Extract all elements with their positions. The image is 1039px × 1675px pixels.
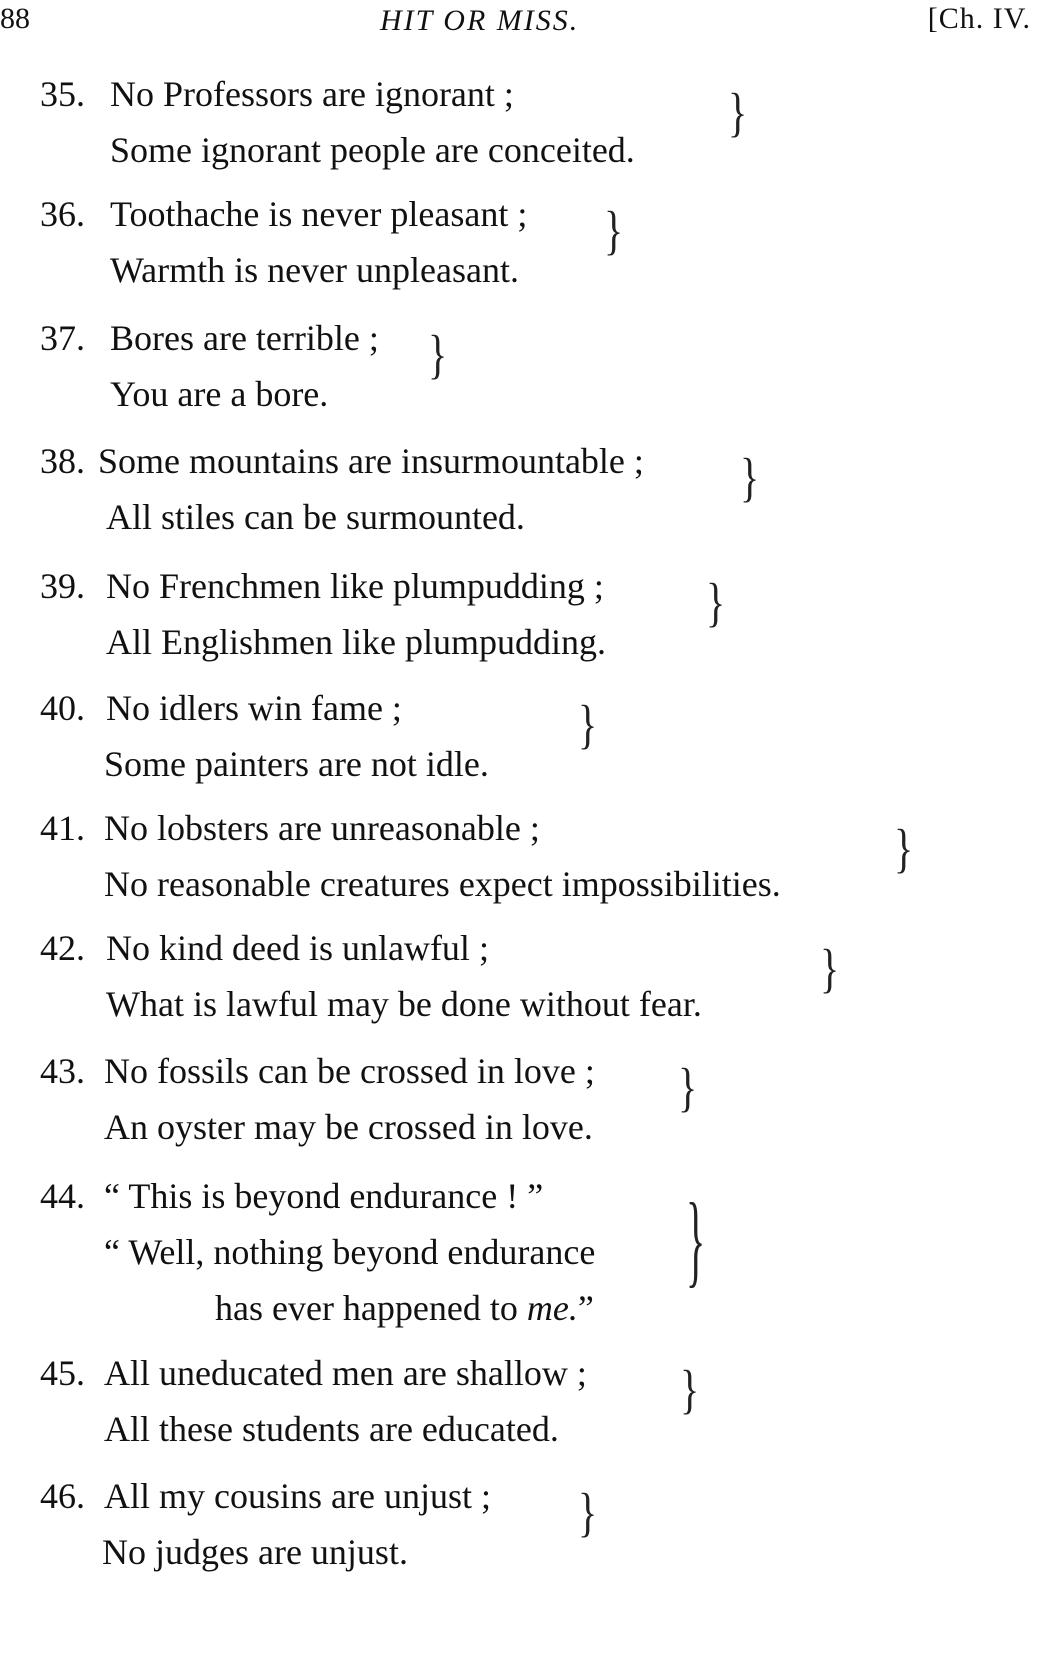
brace-symbol: } (604, 199, 624, 261)
chapter-label: [Ch. IV. (927, 2, 1031, 35)
problem-number: 35. (40, 74, 85, 114)
premise-2: All stiles can be surmounted. (106, 497, 525, 537)
premise-1: No Frenchmen like plumpudding ; (106, 566, 604, 606)
problem-number: 41. (40, 808, 85, 848)
running-title: HIT OR MISS. (380, 4, 580, 37)
problem-number: 37. (40, 318, 85, 358)
emphasized-word: me. (526, 1288, 578, 1328)
brace-symbol: } (740, 446, 760, 508)
brace-symbol: } (728, 81, 748, 143)
premise-2: No judges are unjust. (102, 1532, 408, 1572)
closing-quote: ” (577, 1288, 594, 1328)
premise-2: No reasonable creatures expect impossibilities. (104, 864, 781, 904)
premise-1: No idlers win fame ; (106, 688, 402, 728)
page-number: 88 (0, 2, 30, 35)
brace-symbol: } (678, 1056, 698, 1118)
premise-1: No kind deed is unlawful ; (106, 928, 489, 968)
premise-1: All uneducated men are shallow ; (104, 1353, 587, 1393)
brace-symbol: } (820, 937, 840, 999)
premise-2: All Englishmen like plumpudding. (106, 622, 606, 662)
problem-number: 46. (40, 1476, 85, 1516)
brace-symbol: } (680, 1358, 700, 1420)
problem-number: 36. (40, 194, 85, 234)
premise-1: All my cousins are unjust ; (104, 1476, 491, 1516)
premise-2: An oyster may be crossed in love. (104, 1107, 593, 1147)
brace-symbol: } (686, 1180, 706, 1298)
premise-1: Some mountains are insurmountable ; (98, 441, 644, 481)
premise-2: All these students are educated. (104, 1409, 559, 1449)
dialogue-line-3-text: has ever happened to (215, 1288, 518, 1328)
premise-1: Bores are terrible ; (110, 318, 379, 358)
premise-2: You are a bore. (110, 374, 329, 414)
problem-number: 45. (40, 1353, 85, 1393)
premise-2: Some painters are not idle. (104, 744, 489, 784)
brace-symbol: } (706, 571, 726, 633)
premise-2: Warmth is never unpleasant. (110, 250, 519, 290)
premise-1: Toothache is never pleasant ; (110, 194, 528, 234)
brace-symbol: } (578, 693, 598, 755)
problem-number: 44. (40, 1176, 85, 1216)
problem-number: 39. (40, 566, 85, 606)
problem-number: 40. (40, 688, 85, 728)
premise-2: What is lawful may be done without fear. (106, 984, 702, 1024)
premise-1: No lobsters are unreasonable ; (104, 808, 540, 848)
dialogue-line-3 (215, 1280, 594, 1336)
premise-1: No Professors are ignorant ; (110, 74, 514, 114)
brace-symbol: } (894, 817, 914, 879)
brace-symbol: } (578, 1481, 598, 1543)
page-header (0, 2, 1039, 42)
problem-number: 42. (40, 928, 85, 968)
dialogue-line-1: “ This is beyond endurance ! ” (104, 1176, 544, 1216)
premise-2: Some ignorant people are conceited. (110, 130, 635, 170)
problem-number: 38. (40, 441, 85, 481)
brace-symbol: } (428, 323, 448, 385)
problem-number: 43. (40, 1051, 85, 1091)
dialogue-line-2: “ Well, nothing beyond endurance (104, 1232, 596, 1272)
premise-1: No fossils can be crossed in love ; (104, 1051, 595, 1091)
